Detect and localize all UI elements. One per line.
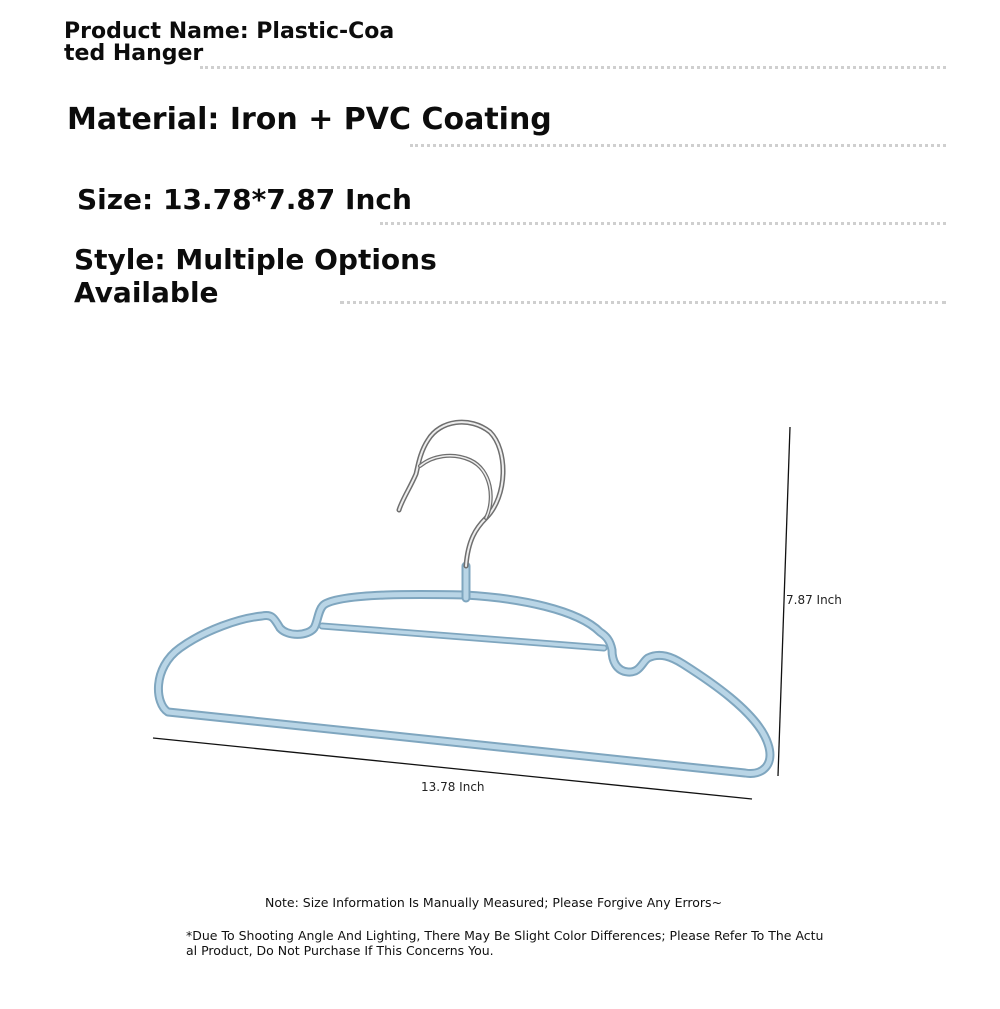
style-line-1: Style: Multiple Options	[74, 243, 437, 276]
metal-hook	[399, 422, 503, 566]
hanger-outline-outer	[158, 594, 769, 773]
height-dimension-label: 7.87 Inch	[786, 593, 842, 607]
measurement-note: Note: Size Information Is Manually Measured; Please Forgive Any Errors~	[265, 895, 723, 910]
coated-hanger-frame	[158, 566, 769, 773]
material-spec: Material: Iron + PVC Coating	[67, 102, 552, 137]
color-difference-note: *Due To Shooting Angle And Lighting, There May Be Slight Color Differences; Please Refer To The Actual Product, Do Not Purchase If This Concerns You.	[186, 928, 824, 958]
style-line-2: Available	[74, 276, 219, 309]
width-dimension-label: 13.78 Inch	[421, 780, 485, 794]
product-name-line-1: Product Name: Plastic-Coa	[64, 19, 395, 44]
product-name-line-2: ted Hanger	[64, 41, 204, 66]
size-spec: Size: 13.78*7.87 Inch	[77, 183, 412, 216]
